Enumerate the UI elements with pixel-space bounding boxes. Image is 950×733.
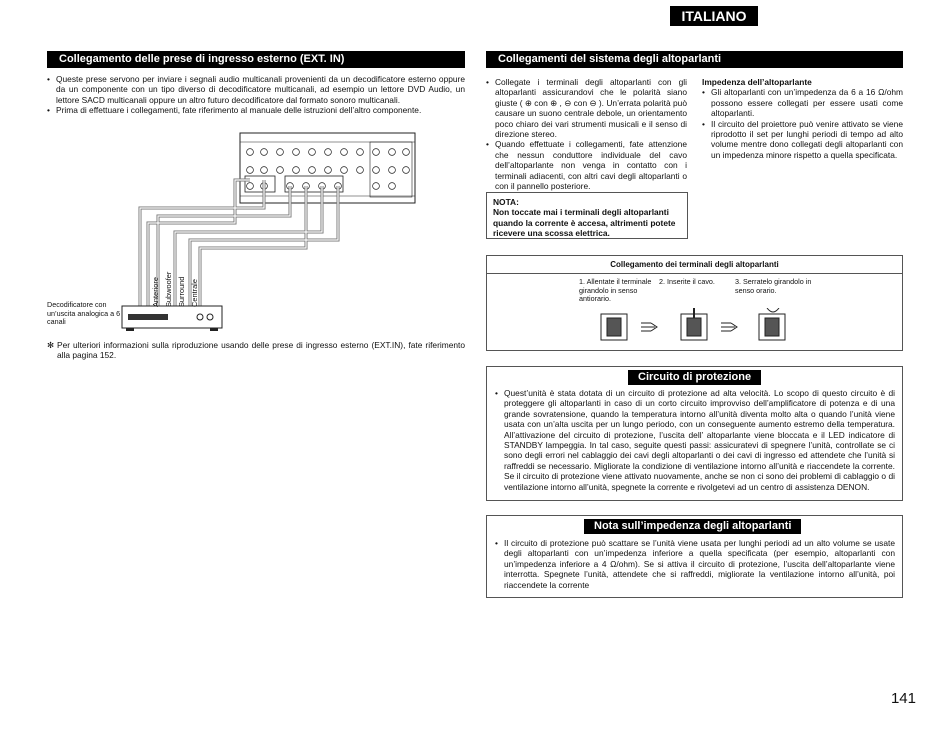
asterisk-icon: ✻ [47, 340, 55, 350]
ext-in-text [47, 74, 465, 116]
channel-label-subwoofer: Subwoofer [164, 271, 173, 307]
terminal-step-1: 1. Allentate il terminale girandolo in senso antiorario. [579, 277, 652, 304]
impedance-section [702, 77, 903, 160]
language-tab: ITALIANO [670, 6, 758, 26]
protection-text-wrap [495, 388, 895, 492]
terminal-box-title: Collegamento dei terminali degli altoparlanti [487, 256, 902, 274]
ext-in-bullet-2: • Prima di effettuare i collegamenti, fate riferimento al manuale delle istruzioni dell’altro componente. [47, 105, 465, 115]
impedance-note-box [486, 515, 903, 598]
speaker-bullet-2: • Quando effettuate i collegamenti, fate attenzione che nessun conduttore individuale del cavo dell’altoparlante non venga in contatto con i terminali adiacenti, con altri cavi degli altoparlanti o con il pannello posteriore. [486, 139, 687, 191]
nota-box [486, 192, 688, 239]
speaker-bullet-1: • Collegate i terminali degli altoparlanti con gli altoparlanti assicurandovi che le polarità siano giuste ( ⊕ con ⊕ , ⊖ con ⊖ ). Un’errata polarità può causare un suono centrale debole, un orientamento poco chiaro dei vari strumenti musicali e il senso di direzione stereo. [486, 77, 687, 139]
channel-label-surround: Surround [177, 276, 186, 307]
protection-circuit-box [486, 366, 903, 501]
nota-title: NOTA: [493, 197, 519, 207]
terminal-steps-illustration [597, 308, 797, 344]
impedance-bullet-1: • Gli altoparlanti con un’impedenza da 6 a 16 Ω/ohm possono essere collegati per essere usati come altoparlanti. [702, 87, 903, 118]
impedance-note-text: • Il circuito di protezione può scattare se l’unità viene usata per lunghi periodi ad un alto volume se usate degli altoparlanti con un’impedenza inferiore a quella specificata (per esempio, altoparlanti con un’impedenza inferiore a 4 Ω/ohm). Se si attiva il circuito di protezione, l’uscita dell’altoparlante viene interrotta. Spegnete l’unità, attendete che si raffreddi, migliorate la ventilazione intorno all’unità, poi riaccendete la corrente [495, 538, 895, 590]
impedance-note-title: Nota sull’impedenza degli altoparlanti [584, 519, 801, 534]
terminal-step-3: 3. Serratelo girandolo in senso orario. [735, 277, 812, 295]
page-number: 141 [890, 690, 916, 707]
terminal-step-2: 2. Inserite il cavo. [659, 277, 715, 286]
speaker-connection-text [486, 77, 687, 191]
impedance-bullet-2: • Il circuito del proiettore può venire attivato se viene riprodotto il set per lunghi periodi di tempo ad alto volume mentre dono collegati degli altoparlanti con un impedenza minore rispetto a quella specificata. [702, 119, 903, 161]
channel-label-center: Centrale [190, 279, 199, 307]
terminal-connection-box [486, 255, 903, 351]
ext-in-bullet-1: • Queste prese servono per inviare i segnali audio multicanali provenienti da un decodificatore esterno oppure da un componente con un tipo diverso di decodificatore multicanali, ad esempio un lettore DVD Audio, un lettore SACD multicanali oppure un altro futuro decodificatore dal formato sonoro multicanali. [47, 74, 465, 105]
protection-title: Circuito di protezione [628, 370, 761, 385]
impedance-note-text-wrap [495, 538, 895, 590]
channel-label-front: Anteriore [151, 277, 160, 307]
ext-in-footnote-text: Per ulteriori informazioni sulla riproduzione usando delle prese di ingresso esterno (EXT.IN), fate riferimento alla pagina 152. [57, 340, 465, 361]
ext-in-heading: Collegamento delle prese di ingresso esterno (EXT. IN) [47, 51, 465, 68]
impedance-title: Impedenza dell’altoparlante [702, 77, 812, 87]
nota-text: Non toccate mai i terminali degli altoparlanti quando la corrente è accesa, altrimenti potete ricevere una scossa elettrica. [493, 207, 676, 239]
protection-text: • Quest’unità è stata dotata di un circuito di protezione ad alta velocità. Lo scopo di questo circuito è di proteggere gli altoparlanti in caso di un corto circuito improvviso dell’amplificatore di potenza e di una grande sovratensione, quando la temperatura intorno all’unità diventa molto alta o quando l’unità viene usata con un’alta uscita per un lungo periodo, con un conseguente aumento estremo della temperatura. All’attivazione del circuito di protezione, l’uscita dell’ altoparlante viene bloccata e il LED indicatore di STANDBY lampeggia. In tal caso, seguite questi passi: assicuratevi di spegnere l’unità, controllate se ci sono degli errori nel cablaggio dei cavi degli altoparlanti o dei cavi di ingresso ed attendete che l’unità si raffreddi se necessario. Migliorate la condizione di ventilazione intorno all’unità e riaccendete la corrente. Se il circuito di protezione viene attivato nuovamente, anche se non ci sono dei problemi di cablaggio o di ventilazione intorno all’unità, spegnete la corrente e rivolgetevi ad un centro di assistenza DENON. [495, 388, 895, 492]
decoder-caption: Decodificatore con un’uscita analogica a 6 canali [47, 300, 121, 327]
speaker-system-heading: Collegamenti del sistema degli altoparlanti [486, 51, 903, 68]
ext-in-footnote [47, 340, 465, 361]
